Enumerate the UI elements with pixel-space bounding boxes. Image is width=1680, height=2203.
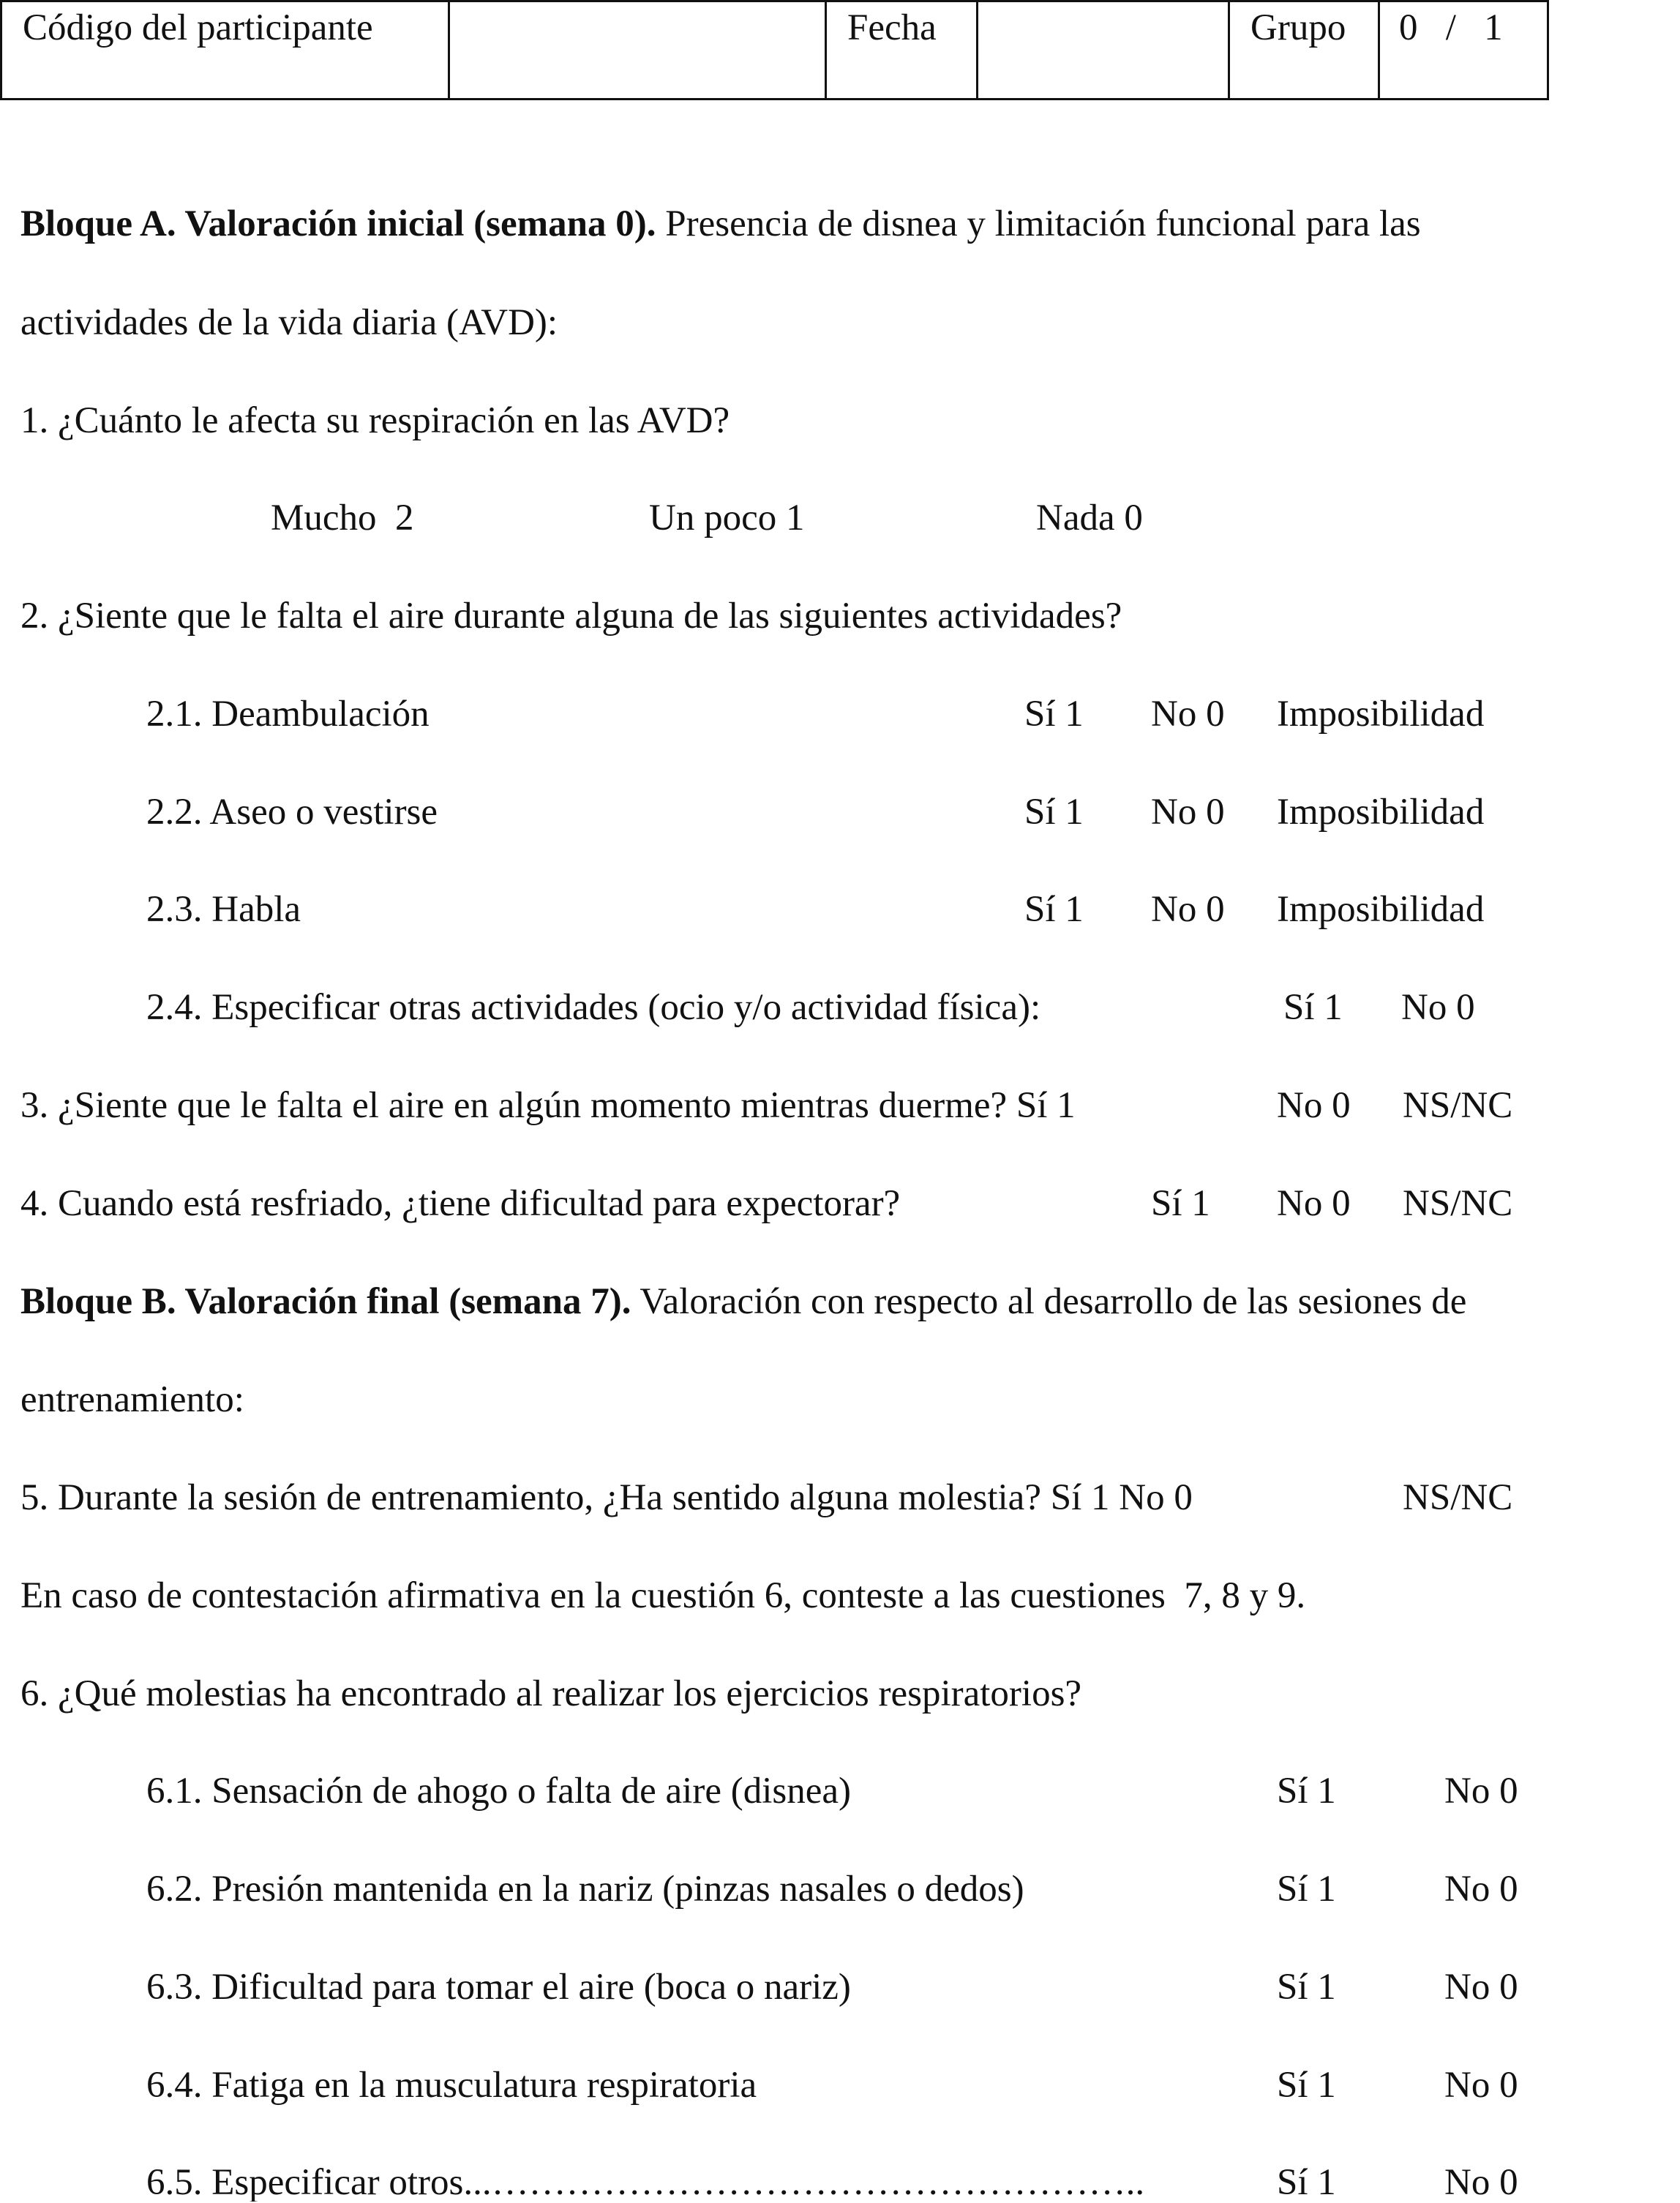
date-field[interactable]	[978, 1, 1229, 100]
q6-item-yes[interactable]: Sí 1	[1277, 1771, 1336, 1812]
q6-item-no[interactable]: No 0	[1444, 2065, 1518, 2106]
group-label: Grupo	[1229, 1, 1379, 100]
participant-header-table	[0, 0, 1549, 100]
q2-item-no[interactable]: No 0	[1151, 694, 1225, 735]
q6-item-label: 6.4. Fatiga en la musculatura respiratoria	[146, 2065, 757, 2106]
q4-no[interactable]: No 0	[1277, 1183, 1351, 1224]
q2-item-impossibility[interactable]: Imposibilidad	[1277, 694, 1485, 735]
q6-item-yes[interactable]: Sí 1	[1277, 1967, 1336, 2008]
date-label: Fecha	[826, 1, 978, 100]
q2-item-no[interactable]: No 0	[1151, 889, 1225, 930]
q6-item-no[interactable]: No 0	[1444, 2162, 1518, 2203]
q6-item-no[interactable]: No 0	[1444, 1967, 1518, 2008]
q2-item-label: 2.3. Habla	[146, 889, 301, 930]
participant-code-label: Código del participante	[1, 1, 449, 100]
block-b-text-line2: entrenamiento:	[20, 1379, 244, 1420]
q6-item-yes[interactable]: Sí 1	[1277, 1869, 1336, 1910]
q5-question: 5. Durante la sesión de entrenamiento, ¿Ha sentido alguna molestia? Sí 1 No 0	[20, 1477, 1193, 1518]
q6-item-label: 6.5. Especificar otros...……………………………………………..	[146, 2164, 1145, 2202]
q1-question: 1. ¿Cuánto le afecta su respiración en las AVD?	[20, 400, 730, 441]
q6-question: 6. ¿Qué molestias ha encontrado al realizar los ejercicios respiratorios?	[20, 1673, 1082, 1714]
q2-question: 2. ¿Siente que le falta el aire durante alguna de las siguientes actividades?	[20, 596, 1122, 637]
q6-item-label: 6.3. Dificultad para tomar el aire (boca o nariz)	[146, 1967, 851, 2008]
participant-code-field[interactable]	[449, 1, 826, 100]
q2-item-yes[interactable]: Sí 1	[1283, 987, 1343, 1028]
block-a-title: Bloque A. Valoración inicial (semana 0).	[20, 203, 656, 244]
q5-nsnc[interactable]: NS/NC	[1403, 1477, 1513, 1518]
q2-item-no[interactable]: No 0	[1151, 792, 1225, 833]
q6-item-label: 6.1. Sensación de ahogo o falta de aire (disnea)	[146, 1771, 851, 1812]
q6-item-yes[interactable]: Sí 1	[1277, 2065, 1336, 2106]
q2-item-impossibility[interactable]: Imposibilidad	[1277, 792, 1485, 833]
group-field[interactable]: 0 / 1	[1379, 1, 1548, 100]
q3-question: 3. ¿Siente que le falta el aire en algún momento mientras duerme? Sí 1	[20, 1085, 1076, 1126]
block-a-text: Presencia de disnea y limitación funcional para las	[656, 203, 1421, 244]
q2-item-label: 2.4. Especificar otras actividades (ocio y/o actividad física):	[146, 987, 1041, 1028]
q4-question: 4. Cuando está resfriado, ¿tiene dificultad para expectorar?	[20, 1183, 901, 1224]
q6-item-label: 6.2. Presión mantenida en la nariz (pinzas nasales o dedos)	[146, 1869, 1024, 1910]
q2-item-yes[interactable]: Sí 1	[1024, 694, 1084, 735]
block-b-title: Bloque B. Valoración final (semana 7).	[20, 1281, 631, 1322]
q2-item-yes[interactable]: Sí 1	[1024, 792, 1084, 833]
q6-item-no[interactable]: No 0	[1444, 1869, 1518, 1910]
q4-yes[interactable]: Sí 1	[1151, 1183, 1210, 1224]
q1-option-mucho[interactable]: Mucho 2	[271, 498, 414, 538]
q6-item-no[interactable]: No 0	[1444, 1771, 1518, 1812]
q1-option-nada[interactable]: Nada 0	[1036, 498, 1143, 538]
block-b-note: En caso de contestación afirmativa en la cuestión 6, conteste a las cuestiones 7, 8 y 9.	[20, 1575, 1306, 1616]
q2-item-impossibility[interactable]: Imposibilidad	[1277, 889, 1485, 930]
block-a-text-line2: actividades de la vida diaria (AVD):	[20, 302, 558, 343]
q1-option-un-poco[interactable]: Un poco 1	[649, 498, 805, 538]
q4-nsnc[interactable]: NS/NC	[1403, 1183, 1513, 1224]
q3-no[interactable]: No 0	[1277, 1085, 1351, 1126]
q2-item-yes[interactable]: Sí 1	[1024, 889, 1084, 930]
q6-item-yes[interactable]: Sí 1	[1277, 2162, 1336, 2203]
block-a-heading	[20, 203, 1421, 244]
block-b-text: Valoración con respecto al desarrollo de las sesiones de	[631, 1281, 1467, 1322]
q2-item-label: 2.1. Deambulación	[146, 694, 430, 735]
q2-item-no[interactable]: No 0	[1401, 987, 1475, 1028]
q3-nsnc[interactable]: NS/NC	[1403, 1085, 1513, 1126]
block-b-heading	[20, 1283, 1466, 1321]
q2-item-label: 2.2. Aseo o vestirse	[146, 792, 438, 833]
